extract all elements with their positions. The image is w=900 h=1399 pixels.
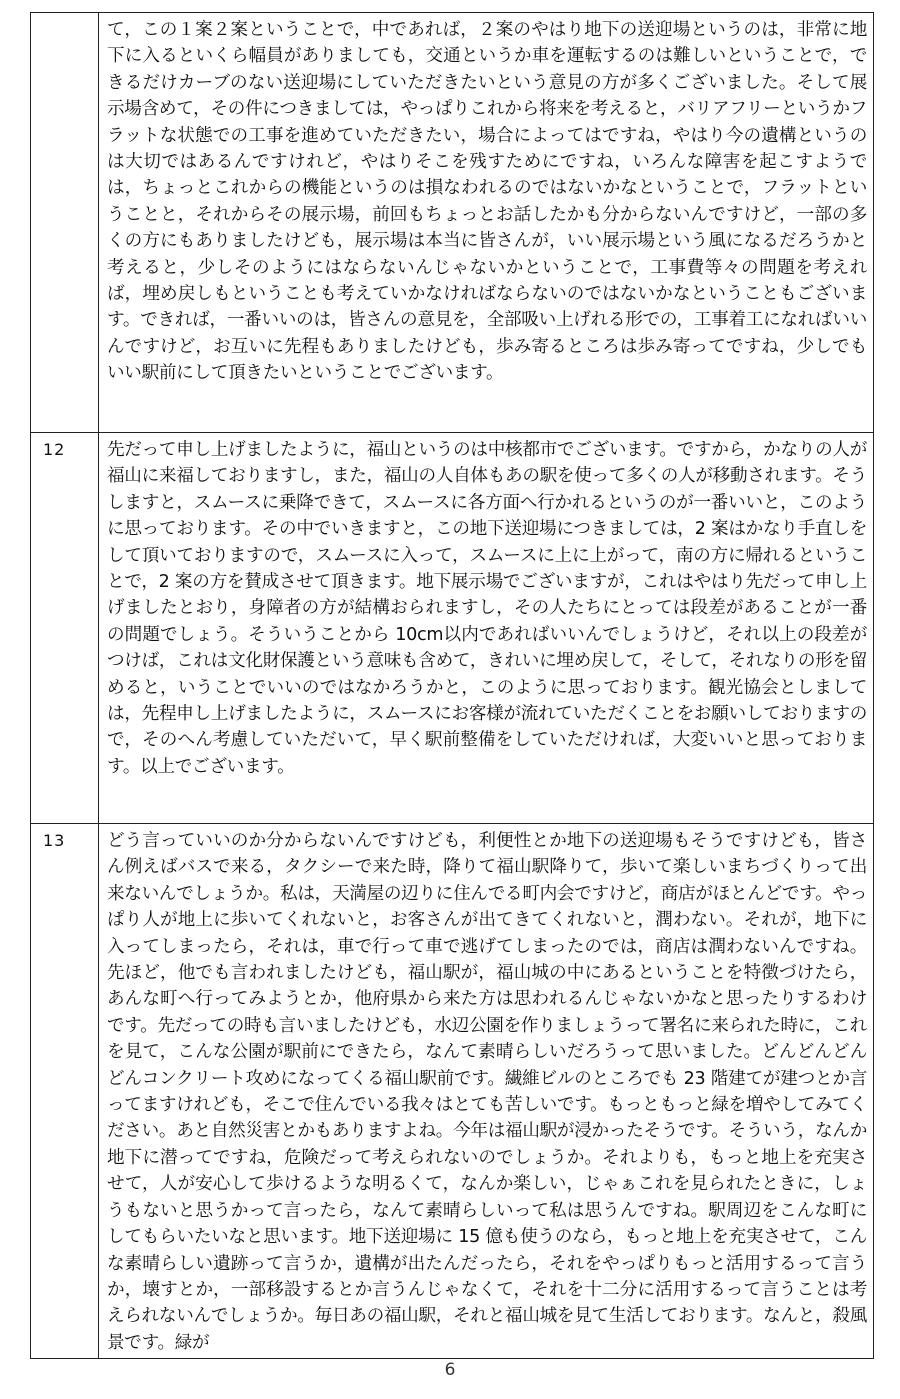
comments-table [30, 12, 874, 1359]
table-row [31, 824, 874, 1359]
row-number-cell: 13 [31, 824, 99, 1359]
page-number: 6 [444, 1360, 456, 1380]
comment-text-cell: て，この１案２案ということで，中であれば，２案のやはり地下の送迎場というのは，非常に地下に入るといくら幅員がありましても，交通というか車を運転するのは難しいということで，できるだけカーブのない送迎場にしていただきたいという意見の方が多くございました。そして展示場含めて，その件につきましては，やっぱりこれから将来を考えると，バリアフリーというかフラットな状態での工事を進めていただきたい，場合によってはですね，やはり今の遺構というのは大切ではあるんですけれど，やはりそこを残すためにですね，いろんな障害を起こすようでは，ちょっとこれからの機能というのは損なわれるのではないかなということで，フラットということと，それからその展示場，前回もちょっとお話したかも分からないんですけど，一部の多くの方にもありましたけども，展示場は本当に皆さんが，いい展示場という風になるだろうかと考えると，少しそのようにはならないんじゃないかということで，工事費等々の問題を考えれば，埋め戻しもということも考えていかなければならないのではないかなということもございます。できれば，一番いいのは，皆さんの意見を，全部吸い上げれる形での，工事着工になればいいんですけど，お互いに先程もありましたけども，歩み寄るところは歩み寄ってですね，少しでもいい駅前にして頂きたいということでございます。 [99, 13, 874, 433]
row-number-cell [31, 13, 99, 433]
table-row [31, 433, 874, 824]
comment-text-cell: 先だって申し上げましたように，福山というのは中核都市でございます。ですから，かなりの人が福山に来福しておりますし，また，福山の人自体もあの駅を使って多くの人が移動されます。そうしますと，スムースに乗降できて，スムースに各方面へ行かれるというのが一番いいと，このように思っております。その中でいきますと，この地下送迎場につきましては，2 案はかなり手直しをして頂いておりますので，スムースに入って，スムースに上に上がって，南の方に帰れるということで，2 案の方を賛成させて頂きます。地下展示場でございますが，これはやはり先だって申し上げましたとおり，身障者の方が結構おられますし，その人たちにとっては段差があることが一番の問題でしょう。そういうことから 10cm以内であればいいんでしょうけど，それ以上の段差がつけば，これは文化財保護という意味も含めて，きれいに埋め戻して，そして，それなりの形を留めると，いうことでいいのではなかろうかと，このように思っております。観光協会としましては，先程申し上げましたように，スムースにお客様が流れていただくことをお願いしておりますので，そのへん考慮していただいて，早く駅前整備をしていただければ，大変いいと思っております。以上でございます。 [99, 433, 874, 824]
row-number-cell: 12 [31, 433, 99, 824]
comment-text-cell: どう言っていいのか分からないんですけども，利便性とか地下の送迎場もそうですけども，皆さん例えばバスで来る，タクシーで来た時，降りて福山駅降りて，歩いて楽しいまちづくりって出来ないんでしょうか。私は，天満屋の辺りに住んでる町内会ですけど，商店がほとんどです。やっぱり人が地上に歩いてくれないと，お客さんが出てきてくれないと，潤わない。それが，地下に入ってしまったら，それは，車で行って車で逃げてしまったのでは，商店は潤わないんですね。先ほど，他でも言われましたけども，福山駅が，福山城の中にあるということを特徴づけたら，あんな町へ行ってみようとか，他府県から来た方は思われるんじゃないかなと思ったりするわけです。先だっての時も言いましたけども，水辺公園を作りましょうって署名に来られた時に，これを見て，こんな公園が駅前にできたら，なんて素晴らしいだろうって思いました。どんどんどんどんコンクリート攻めになってくる福山駅前です。繊維ビルのところでも 23 階建てが建つとか言ってますけれども，そこで住んでいる我々はとても苦しいです。もっともっと緑を増やしてみてください。あと自然災害とかもありますよね。今年は福山駅が浸かったそうです。そういう，なんか地下に潜ってですね，危険だって考えられないのでしょうか。それよりも，もっと地上を充実させて，人が安心して歩けるような明るくて，なんか楽しい，じゃぁこれを見られたときに，しょうもないと思うかって言ったら，なんて素晴らしいって私は思うんですね。駅周辺をこんな町にしてもらいたいなと思います。地下送迎場に 15 億も使うのなら，もっと地上を充実させて，こんな素晴らしい遺跡って言うか，遺構が出たんだったら，それをやっぱりもっと活用するって言うか，壊すとか，一部移設するとか言うんじゃなくて，それを十二分に活用するって言うことは考えられないんでしょうか。毎日あの福山駅，それと福山城を見て生活しております。なんと，殺風景です。緑が [99, 824, 874, 1359]
table-row [31, 13, 874, 433]
